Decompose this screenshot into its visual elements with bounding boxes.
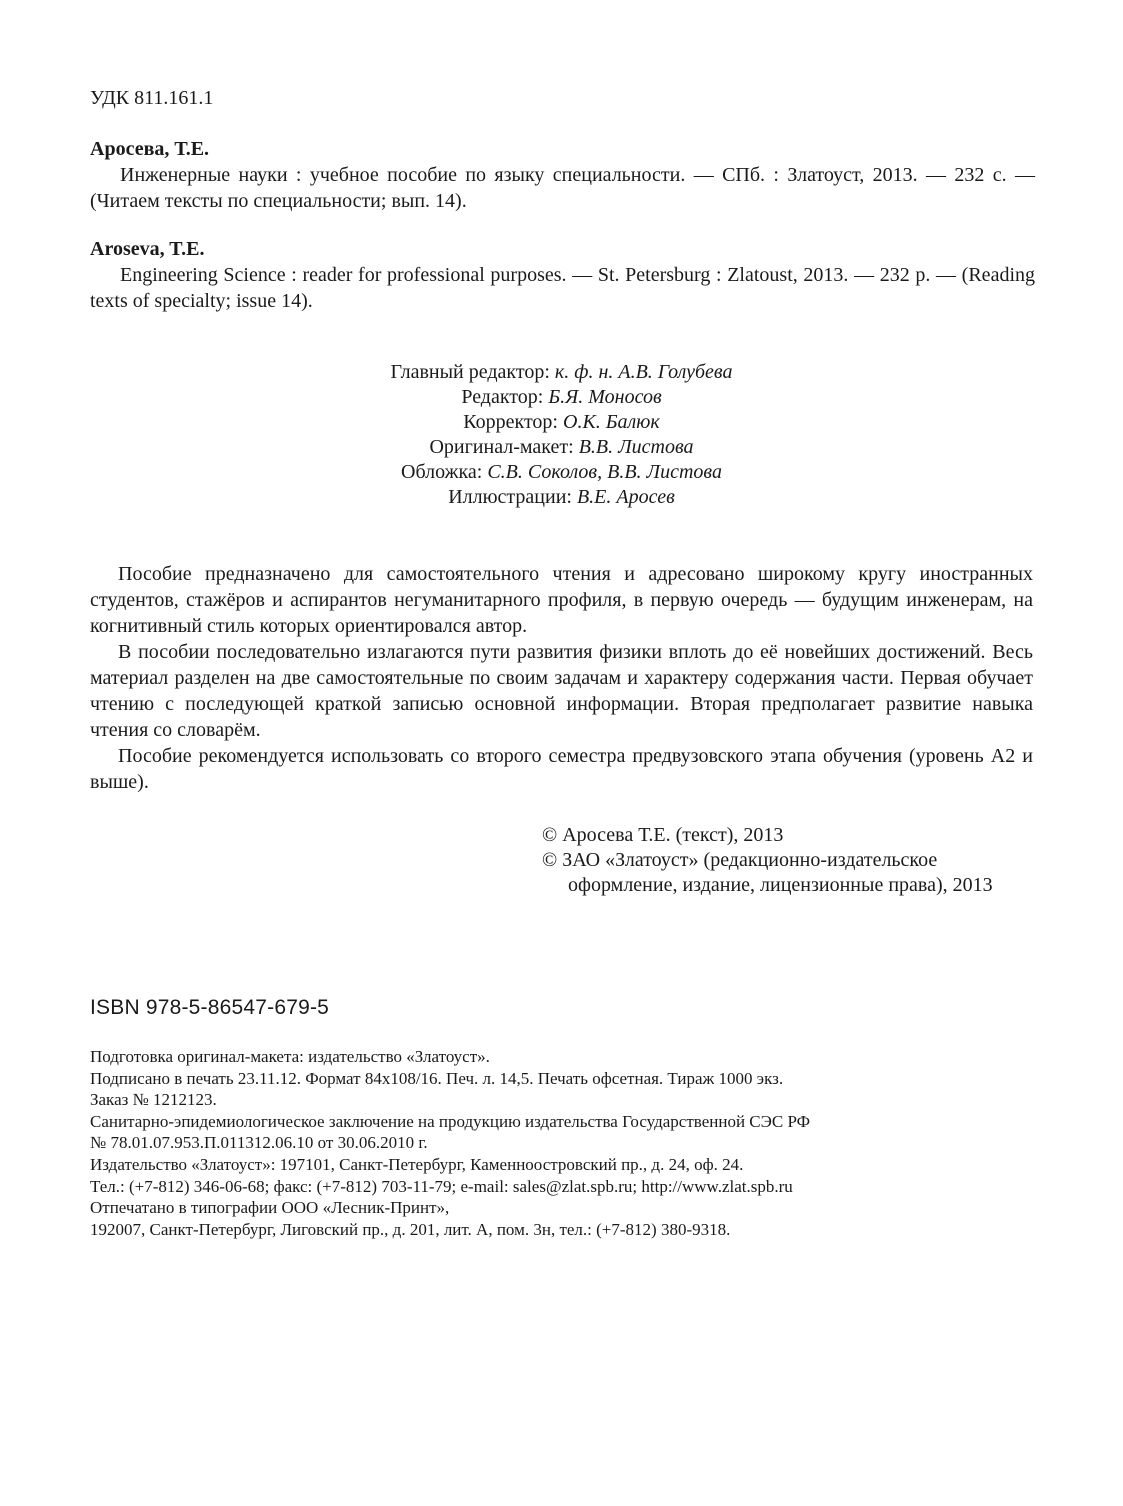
imprint-line: Отпечатано в типографии ООО «Лесник-Принт», (90, 1198, 450, 1218)
credit-role: Редактор: (461, 386, 544, 408)
bibliographic-entry-english (90, 236, 1035, 314)
credit-role: Оригинал-макет: (429, 436, 574, 458)
imprint-line: Подготовка оригинал-макета: издательство «Златоуст». (90, 1047, 490, 1066)
isbn-number: ISBN 978-5-86547-679-5 (90, 996, 330, 1019)
credit-name: В.Е. Аросев (576, 486, 675, 508)
entry-description: Инженерные науки : учебное пособие по языку специальности. — СПб. : Златоуст, 2013. — 232 с. — (Читаем тексты по специальности; вып. 14). (90, 164, 1035, 212)
credit-line-cover (0, 460, 1123, 485)
credit-role: Иллюстрации: (448, 486, 572, 508)
entry-description: Engineering Science : reader for professional purposes. — St. Petersburg : Zlatoust, 2013. — 232 p. — (Reading texts of specialty; issue 14). (90, 264, 1035, 312)
imprint-line: Издательство «Златоуст»: 197101, Санкт-Петербург, Каменноостровский пр., д. 24, оф. 24. (90, 1154, 744, 1174)
imprint-line: Санитарно-эпидемиологическое заключение на продукцию издательства Государственной СЭС РФ (90, 1111, 811, 1131)
credit-name: к. ф. н. А.В. Голубева (554, 361, 733, 383)
bibliographic-entry-russian (90, 136, 1035, 214)
copyright-notice (542, 823, 1032, 898)
annotation-paragraph: В пособии последовательно излагаются пути развития физики вплоть до её новейших достижений. Весь материал разделен на две самостоятельные по своим задачам и характеру содержания части. Первая обучает чтению с последующей краткой записью основной информации. Вторая предполагает развитие навыка чтения со словарём. (90, 641, 1033, 741)
credit-line-chief-editor (0, 360, 1123, 385)
imprint-line: Подписано в печать 23.11.12. Формат 84х108/16. Печ. л. 14,5. Печать офсетная. Тираж 1000 экз. (90, 1068, 784, 1088)
credit-role: Главный редактор: (390, 361, 550, 383)
credit-name: В.В. Листова (578, 436, 694, 458)
copyright-line-publisher: © ЗАО «Златоуст» (редакционно-издательское оформление, издание, лицензионные права), 2013 (542, 849, 993, 896)
credit-role: Корректор: (463, 411, 558, 433)
annotation-paragraph: Пособие рекомендуется использовать со второго семестра предвузовского этапа обучения (уровень А2 и выше). (90, 745, 1033, 793)
credit-line-proofreader (0, 410, 1123, 435)
annotation-paragraph: Пособие предназначено для самостоятельного чтения и адресовано широкому кругу иностранных студентов, стажёров и аспирантов негуманитарного профиля, в первую очередь — будущим инженерам, на когнитивный стиль которых ориентировался автор. (90, 563, 1033, 637)
credit-line-editor (0, 385, 1123, 410)
copyright-line-author: © Аросева Т.Е. (текст), 2013 (542, 824, 784, 846)
credit-role: Обложка: (401, 461, 483, 483)
imprint-line: Тел.: (+7-812) 346-06-68; факс: (+7-812) 703-11-79; e-mail: sales@zlat.spb.ru; http://www.zlat.spb.ru (90, 1176, 793, 1196)
editorial-credits (0, 360, 1123, 510)
credit-name: О.К. Балюк (563, 411, 660, 433)
imprint-line: 192007, Санкт-Петербург, Лиговский пр., д. 201, лит. А, пом. 3н, тел.: (+7-812) 380-9318. (90, 1219, 731, 1239)
credit-name: Б.Я. Моносов (548, 386, 662, 408)
credit-name: С.В. Соколов, В.В. Листова (487, 461, 722, 483)
imprint-line: № 78.01.07.953.П.011312.06.10 от 30.06.2010 г. (90, 1133, 428, 1153)
printing-imprint (90, 1046, 1035, 1240)
entry-author: Аросева, Т.Е. (90, 138, 210, 160)
udk-code: УДК 811.161.1 (90, 87, 214, 109)
book-annotation (90, 561, 1033, 795)
credit-line-illustrations (0, 485, 1123, 510)
credit-line-layout (0, 435, 1123, 460)
entry-author: Aroseva, T.E. (90, 238, 205, 260)
imprint-line: Заказ № 1212123. (90, 1090, 217, 1110)
